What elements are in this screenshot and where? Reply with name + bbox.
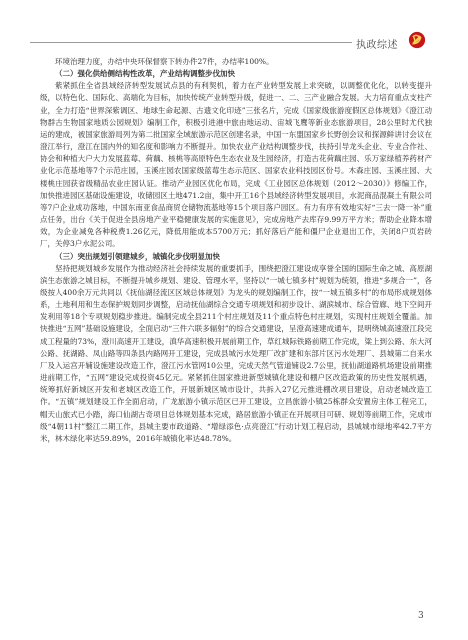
paragraph: 环境治理力度，办结中央环保督察下转办件27件，办结率100%。 bbox=[55, 57, 274, 66]
header-rule bbox=[30, 42, 352, 43]
body-text bbox=[40, 56, 432, 445]
section-heading: （三）突出规划引领建城乡，城镇化步伐明显加快 bbox=[55, 251, 220, 261]
section-label: 执政综述 bbox=[356, 40, 398, 51]
page-number: 3 bbox=[418, 611, 424, 621]
party-emblem-icon bbox=[408, 31, 426, 49]
paragraph: 坚持把规划城乡发展作为推动经济社会持续发展的重要抓手，围绕把澄江建设成享誉全国的国际生命之城、高原湖滨生态旅游之城目标，不断提升城乡规划、建设、管理水平，坚持以“一城七镇多村”规划为统领，推进“多规合一”，各级按人400余万元共同以《抚仙湖径流区区域总体规划》为龙头的规划编制工作，按“一城五镇多村”的布局形成规划体系，土地利用和生态保护规划同步调整，启动抚仙湖综合交通专项规划和初步设计、湖滨城市、综合管廊、地下空间开发利用等18个专项规划稳步推进。编制完成全县211个村庄规划及11个重点特色村庄规划，实现村庄规划全覆盖。加快推进“五网”基础设施建设，全面启动“三件六联多辐射”的综合交通建设，呈澄高速建成通车，昆明绕城高速澄江段完成工程量的73%，澄川高速开工建设，滇华高速积极开展前期工作，草红城际铁路前期工作完成，粱上到公路、东大河公路、抚湖路、凤山路等四条县内路网开工建设，完成县城污水处理厂改扩建和东部片区污水处理厂、县城第二自来水厂及入运宫开辅设施建设改造工作，澄江污水管网10公里，完成天然气管道铺设2.7公里，抚仙湖道路机场建设前期推进前期工作，“五网”建设完成投资45亿元。紧紧抓住国家推进新型城镇化建设和棚户区改造政策的历史性发展机遇，统筹抓好新城区开发和老城区改造工作，开展新城区城市设计，共拆入27亿元推进棚改项目建设，启动老城改造工作。“五镇”规划建设工作全面启动，广龙旅游小镇示范区已开工建设，立昌旅游小镇25栋群众安置房主体工程完工，帽天山旅式已小踏，海口仙湖古奇项目总体规划基本完成，路居旅游小镇正在开展项目可研、规划等前期工作，完成市级“4朝11村”整江二期工作，县城主要市政道路、“增绿添色·点亮澄江”行动计划工程启动，县城城市绿地率42.7平方米，林木绿化率达59.89%，2016年城镇化率达48.78%。 bbox=[40, 263, 432, 443]
section-heading: （二）强化供给侧结构性改革，产业结构调整步伐加快 bbox=[55, 69, 235, 79]
paragraph: 紫紧抓住全省县域经济转型发展试点县的有利契机，着力在产业转型发展上求突破，以调整优化化，以转变提升级，以特色化、国际化、高端化为目标，加快传统产业转型升级，促进一、二、三产业融合发展。大力培育重点支柱产业，全力打造“世界深紫调区、地球生命起源、古遗文化印迹”三张名片，完成《国家级旅游度假区总体规划》《澄江动物群古生物国家地质公园规划》编制工作，积极引进港中旅由地运动、宙城飞鹰等新业态旅游项目，28公里时尤代独运的建成，被国家旅游局列为第二批国家全域旅游示范区创建名录，中国一东盟国家乡长野创会议和探源鲜讲讨会议在澄江举行，澄江在国内外的知名度和影响力不断提升。加快农业产业结构调整步伐，扶持引导龙头企业、专业合作社、协会和种植大户大力发展蓝莓、荷藕、核桃等高原特色生态农业及生园经济，打造古花荷藕庄园、乐万家绿植养药材产业化示范基地等7个示范庄园，玉溪庄园农国家级蓝莓生态示范区、国家农业科技园区份号。木森庄园、玉溪庄园、大楼桃庄园获省级精品农业庄园认证。推动产业园区优化布局，完成《工业园区总体规划（2012～2030）》修编工作，加快推进园区基础设施建设，收储园区土地471.2亩，集中开工16个县域经济转型发展项目，水泥商品混凝土有限公司等7户企业成功落地，中国东南亚食品商贸仓储物流基地等15个项目落户园区。有力有序有效地实好“三去一降一补”重点任务，出台《关于促进全县房地产业平稳健康发展的实施意见》，完成房地产去库存9.99万平方米；帮助企业降本增效，为企业减免各种税费1.26亿元，降低用能成本5700万元；抓好落后产能和僵尸企业退出工作，关闭8户页岩砖厂，关停3户水泥公司。 bbox=[40, 81, 432, 249]
